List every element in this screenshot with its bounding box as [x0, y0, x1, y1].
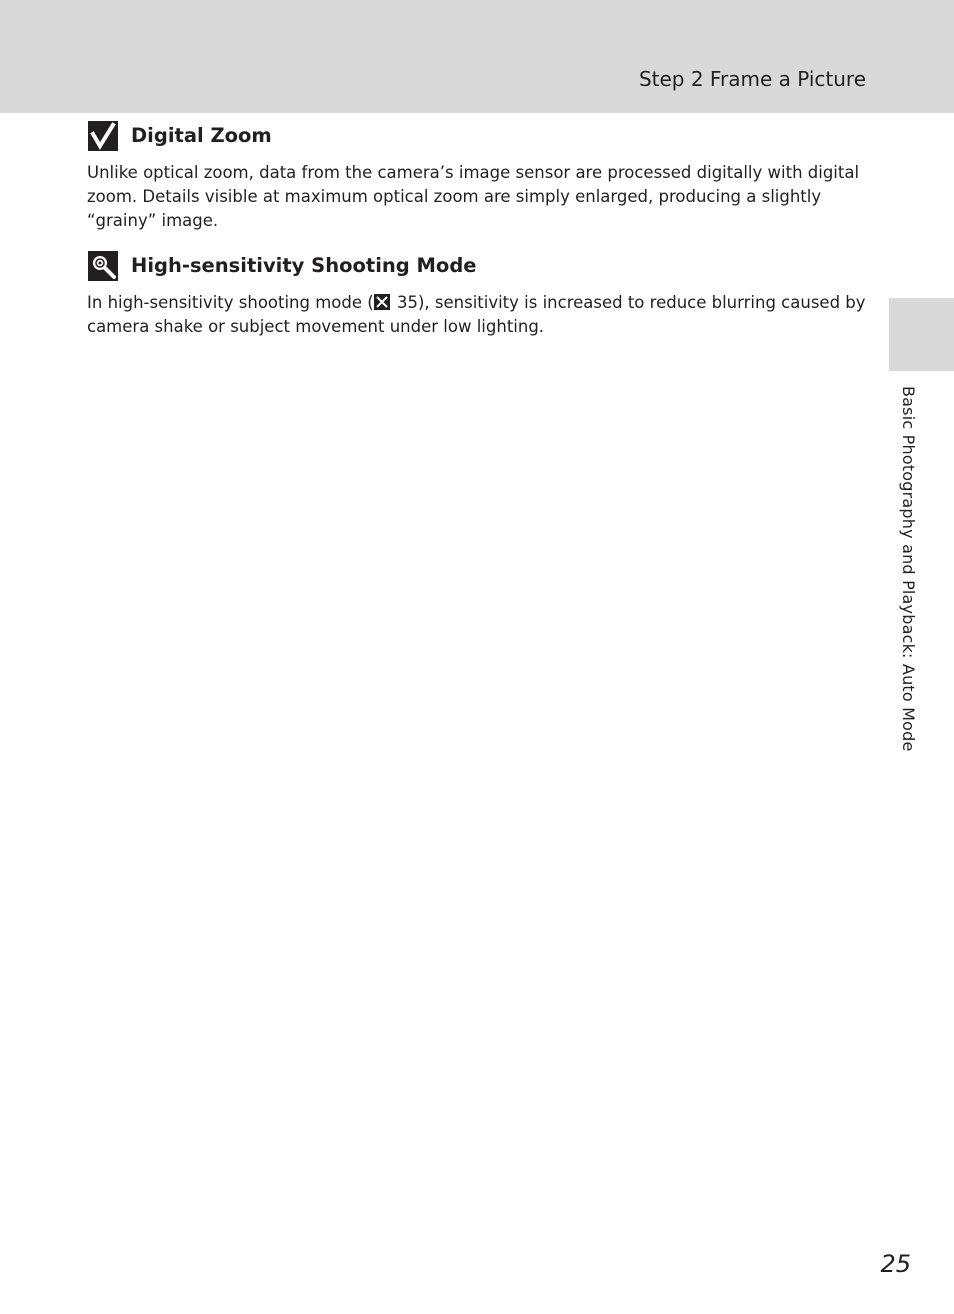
section-heading-high-sensitivity — [88, 251, 477, 281]
high-sensitivity-paragraph — [87, 291, 877, 339]
paragraph-text-after: 35), sensitivity is increased to reduce blurring caused by camera shake or subject movement under low lighting. — [87, 293, 866, 336]
section-heading-text: Digital Zoom — [131, 124, 272, 147]
page-number: 25 — [880, 1250, 911, 1278]
section-heading-text: High-sensitivity Shooting Mode — [131, 254, 477, 277]
magnifier-note-icon — [88, 251, 118, 281]
header-band — [0, 0, 954, 113]
side-tab — [889, 298, 954, 371]
digital-zoom-paragraph: Unlike optical zoom, data from the camera’s image sensor are processed digitally with digital zoom. Details visible at maximum optical zoom are simply enlarged, producing a slightly “grainy” image. — [87, 163, 860, 230]
page-reference-icon — [374, 294, 390, 310]
side-tab-label: Basic Photography and Playback: Auto Mode — [899, 386, 918, 752]
paragraph-text-before: In high-sensitivity shooting mode ( — [87, 293, 374, 312]
section-heading-digital-zoom — [88, 121, 272, 151]
header-title: Step 2 Frame a Picture — [638, 67, 866, 91]
checkmark-note-icon — [88, 121, 118, 151]
